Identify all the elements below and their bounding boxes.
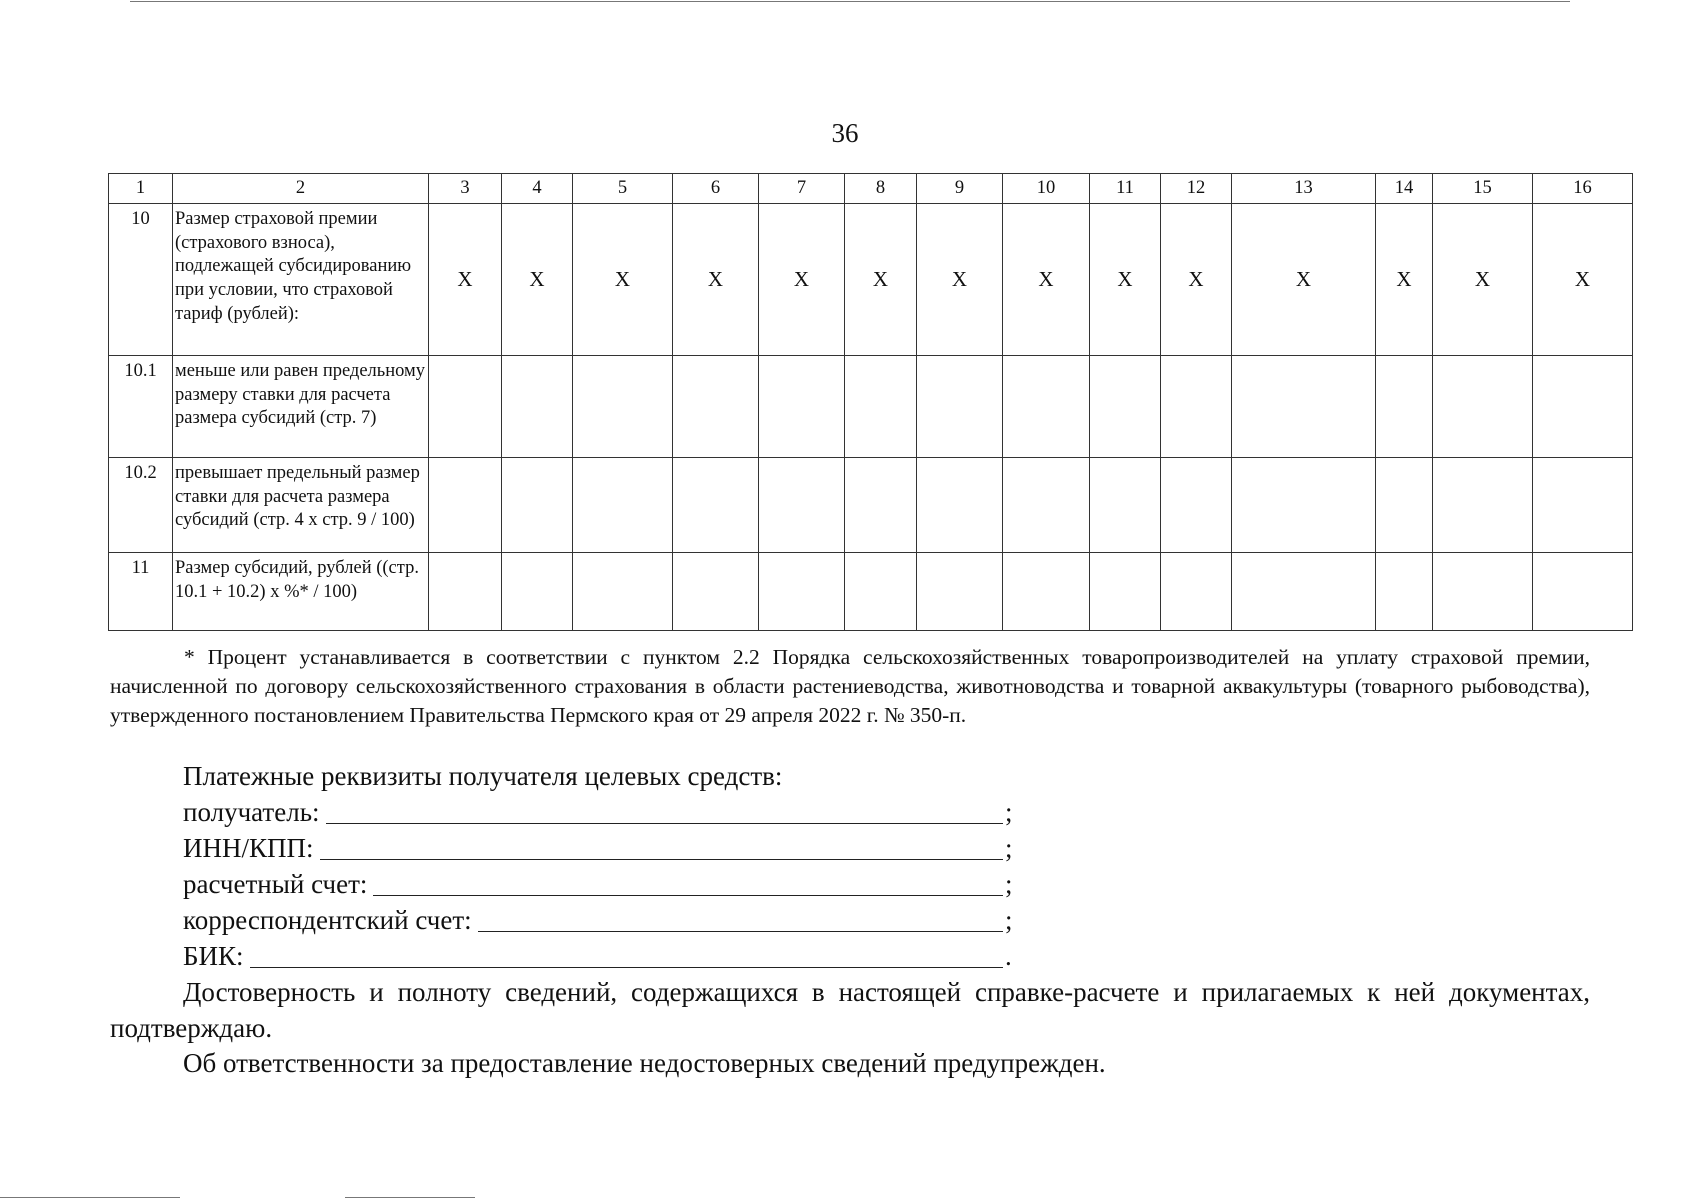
col-header: 11 xyxy=(1090,174,1161,204)
table-cell[interactable] xyxy=(1003,458,1090,553)
table-cell[interactable] xyxy=(759,356,845,458)
table-cell[interactable] xyxy=(429,356,502,458)
col-header: 13 xyxy=(1232,174,1376,204)
table-cell[interactable] xyxy=(502,356,573,458)
table-cell: X xyxy=(673,204,759,356)
field-label: получатель: xyxy=(183,797,320,827)
table-cell: X xyxy=(1376,204,1433,356)
field-end: ; xyxy=(1005,797,1013,827)
table-cell[interactable] xyxy=(1533,356,1633,458)
table-cell[interactable] xyxy=(573,458,673,553)
table-cell[interactable] xyxy=(1376,553,1433,631)
settlement-account-blank[interactable] xyxy=(373,894,1003,896)
table-row xyxy=(109,458,1633,553)
table-cell[interactable] xyxy=(759,458,845,553)
table-cell[interactable] xyxy=(1376,458,1433,553)
page-number: 36 xyxy=(831,118,859,148)
table-row xyxy=(109,553,1633,631)
scan-bottom-line-2 xyxy=(345,1197,475,1198)
table-cell[interactable] xyxy=(502,458,573,553)
table-cell[interactable] xyxy=(1533,553,1633,631)
field-end: ; xyxy=(1005,869,1013,899)
col-header: 15 xyxy=(1433,174,1533,204)
table-cell[interactable] xyxy=(1003,553,1090,631)
col-header: 7 xyxy=(759,174,845,204)
table-cell[interactable] xyxy=(1433,458,1533,553)
scan-bottom-line xyxy=(0,1197,180,1198)
field-label: корреспондентский счет: xyxy=(183,905,472,935)
table-row xyxy=(109,356,1633,458)
table-cell: X xyxy=(1433,204,1533,356)
table-cell[interactable] xyxy=(917,553,1003,631)
col-header: 1 xyxy=(109,174,173,204)
table-cell[interactable] xyxy=(1232,356,1376,458)
field-end: ; xyxy=(1005,905,1013,935)
table-cell[interactable] xyxy=(429,553,502,631)
table-cell[interactable] xyxy=(1090,458,1161,553)
table-cell[interactable] xyxy=(673,553,759,631)
table-cell[interactable] xyxy=(673,458,759,553)
table-cell[interactable] xyxy=(502,553,573,631)
inn-kpp-field xyxy=(183,830,1015,866)
footnote: * Процент устанавливается в соответствии с пунктом 2.2 Порядка сельскохозяйственных товаропроизводителей на уплату страховой премии, начисленной по договору сельскохозяйственного страхования в области растениеводства, животноводства и товарной аквакультуры (товарного рыбоводства), утвержденного постановлением Правительства Пермского края от 29 апреля 2022 г. № 350-п. xyxy=(110,645,1590,727)
confirmation-text: Достоверность и полноту сведений, содержащихся в настоящей справке-расчете и прилагаемых к ней документах, подтверждаю. xyxy=(110,977,1590,1043)
table-cell[interactable] xyxy=(1232,458,1376,553)
table-cell[interactable] xyxy=(845,458,917,553)
table-cell[interactable] xyxy=(1376,356,1433,458)
table-cell: X xyxy=(502,204,573,356)
table-cell[interactable] xyxy=(1161,458,1232,553)
table-cell[interactable] xyxy=(917,458,1003,553)
row-description: Размер субсидий, рублей ((стр. 10.1 + 10.2) х %* / 100) xyxy=(173,553,429,631)
field-label: расчетный счет: xyxy=(183,869,368,899)
col-header: 12 xyxy=(1161,174,1232,204)
table-cell: X xyxy=(1533,204,1633,356)
field-end: ; xyxy=(1005,833,1013,863)
col-header: 16 xyxy=(1533,174,1633,204)
row-number: 10 xyxy=(109,204,173,356)
col-header: 5 xyxy=(573,174,673,204)
table-cell[interactable] xyxy=(1232,553,1376,631)
table-cell[interactable] xyxy=(917,356,1003,458)
correspondent-account-field xyxy=(183,902,1015,938)
table-cell: X xyxy=(917,204,1003,356)
table-cell: X xyxy=(1161,204,1232,356)
payment-details xyxy=(183,758,1015,974)
table-cell: X xyxy=(1232,204,1376,356)
responsibility-text: Об ответственности за предоставление недостоверных сведений предупрежден. xyxy=(183,1048,1106,1078)
table-cell[interactable] xyxy=(845,356,917,458)
field-end: . xyxy=(1005,941,1012,971)
row-description: меньше или равен предельному размеру ставки для расчета размера субсидий (стр. 7) xyxy=(173,356,429,458)
table-cell: X xyxy=(429,204,502,356)
payment-title: Платежные реквизиты получателя целевых средств: xyxy=(183,761,783,791)
table-cell[interactable] xyxy=(845,553,917,631)
col-header: 9 xyxy=(917,174,1003,204)
field-label: ИНН/КПП: xyxy=(183,833,314,863)
table-cell: X xyxy=(759,204,845,356)
scan-top-line xyxy=(130,1,1570,2)
table-cell[interactable] xyxy=(573,356,673,458)
table-cell[interactable] xyxy=(1090,356,1161,458)
table-cell[interactable] xyxy=(1433,356,1533,458)
table-row xyxy=(109,204,1633,356)
row-number: 11 xyxy=(109,553,173,631)
correspondent-account-blank[interactable] xyxy=(478,930,1003,932)
bik-field xyxy=(183,938,1015,974)
table-cell: X xyxy=(1090,204,1161,356)
row-description: Размер страховой премии (страхового взноса), подлежащей субсидированию при условии, что страховой тариф (рублей): xyxy=(173,204,429,356)
table-cell[interactable] xyxy=(1161,356,1232,458)
col-header: 14 xyxy=(1376,174,1433,204)
field-label: БИК: xyxy=(183,941,244,971)
table-cell[interactable] xyxy=(1433,553,1533,631)
table-cell: X xyxy=(573,204,673,356)
subsidy-calculation-table xyxy=(108,173,1633,631)
table-cell[interactable] xyxy=(759,553,845,631)
table-cell[interactable] xyxy=(673,356,759,458)
table-cell[interactable] xyxy=(429,458,502,553)
col-header: 4 xyxy=(502,174,573,204)
row-number: 10.2 xyxy=(109,458,173,553)
table-cell[interactable] xyxy=(1533,458,1633,553)
row-number: 10.1 xyxy=(109,356,173,458)
table-cell[interactable] xyxy=(1161,553,1232,631)
col-header: 2 xyxy=(173,174,429,204)
bik-blank[interactable] xyxy=(250,966,1003,968)
recipient-blank[interactable] xyxy=(326,822,1003,824)
table-cell[interactable] xyxy=(1003,356,1090,458)
settlement-account-field xyxy=(183,866,1015,902)
table-header-row xyxy=(109,174,1633,204)
col-header: 10 xyxy=(1003,174,1090,204)
col-header: 8 xyxy=(845,174,917,204)
col-header: 3 xyxy=(429,174,502,204)
recipient-field xyxy=(183,794,1015,830)
table-cell: X xyxy=(845,204,917,356)
table-cell: X xyxy=(1003,204,1090,356)
table-cell[interactable] xyxy=(1090,553,1161,631)
table-cell[interactable] xyxy=(573,553,673,631)
col-header: 6 xyxy=(673,174,759,204)
row-description: превышает предельный размер ставки для расчета размера субсидий (стр. 4 х стр. 9 / 100) xyxy=(173,458,429,553)
inn-kpp-blank[interactable] xyxy=(320,858,1003,860)
